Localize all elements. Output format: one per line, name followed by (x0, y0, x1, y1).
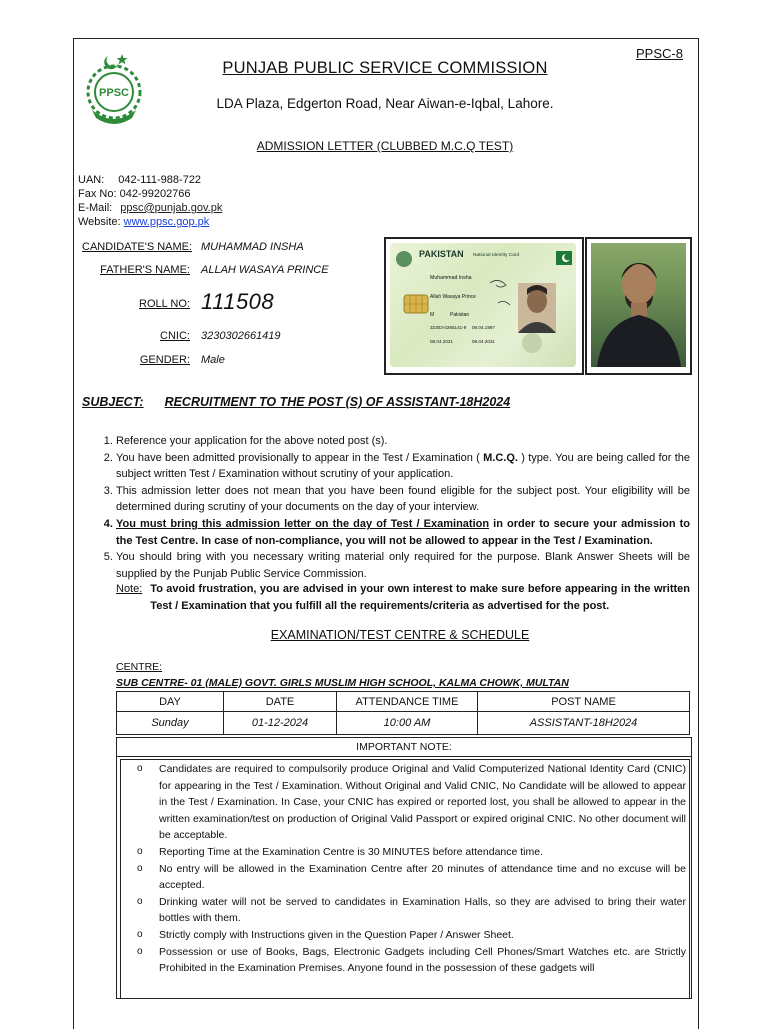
card-expiry: 08.04.2031 (472, 339, 495, 344)
card-title: National Identity Card (473, 253, 520, 258)
instruction-item: 4. You must bring this admission letter on the day of Test / Examination in order to secure your admission to the Test Centre. In case of non-compliance, you will not be allowed to appear in the Test / Examination. (116, 516, 690, 549)
important-item: o Strictly comply with Instructions given in the Question Paper / Answer Sheet. (159, 927, 686, 944)
card-gender: M (430, 312, 435, 318)
note-label: Note: (116, 583, 143, 595)
schedule-day: Sunday (117, 712, 224, 735)
instruction-item: 1. Reference your application for the above noted post (s). (116, 433, 690, 450)
card-issue: 08.04.2021 (430, 339, 453, 344)
schedule-header-row (117, 692, 690, 712)
card-name: Muhammad Insha (430, 275, 472, 281)
ppsc-logo (78, 50, 150, 128)
card-father: Allah Wasaya Prince (430, 294, 476, 300)
centre-name: SUB CENTRE- 01 (MALE) GOVT. GIRLS MUSLIM HIGH SCHOOL, KALMA CHOWK, MULTAN (116, 677, 569, 689)
important-item: o Candidates are required to compulsorily produce Original and Valid Computerized National Identity Card (CNIC) for appearing in the Test / Examination. Without Original and Valid CNIC, No Candidate will be allowed to appear in the Test / Examination. In Case, your CNIC has expired or reported lost, you shall be allowed to appear in the written examination/test on production of Original Valid Passport or expired original CNIC. No other document will be acceptable. (159, 761, 686, 844)
card-country-of-stay: Pakistan (450, 312, 470, 318)
important-item: o No entry will be allowed in the Examination Centre after 20 minutes of attendance time and no excuse will be accepted. (159, 861, 686, 894)
instruction-item: 2. You have been admitted provisionally to appear in the Test / Examination ( M.C.Q. ) type. You are being called for the subject written Test / Examination without scrutiny of your application. (116, 450, 690, 483)
card-country: PAKISTAN (419, 249, 464, 259)
schedule-row (117, 712, 690, 735)
subject-text: RECRUITMENT TO THE POST (S) OF ASSISTANT-18H2024 (164, 395, 511, 409)
roll-no-label: ROLL NO: (139, 298, 190, 310)
website-label: Website: (78, 216, 121, 228)
candidate-photo-frame (585, 237, 692, 375)
cnic-value: 3230302661419 (201, 330, 281, 342)
fax-value: 042-99202766 (119, 188, 191, 200)
card-identity-number: 32303-0266141-9 (430, 325, 467, 330)
important-item: o Reporting Time at the Examination Centre is 30 MINUTES before attendance time. (159, 844, 686, 861)
logo-text: PPSC (99, 87, 129, 99)
letter-title: ADMISSION LETTER (CLUBBED M.C.Q TEST) (256, 139, 514, 153)
candidate-photo (591, 243, 686, 367)
gender-label: GENDER: (139, 354, 190, 366)
instruction-item: 5. You should bring with you necessary writing material only required for the purpose. Blank Answer Sheets will be supplied by the Punjab Public Service Commission. (116, 549, 690, 582)
subject-line (82, 395, 510, 409)
candidate-name-label: CANDIDATE'S NAME: (82, 241, 193, 253)
fax-label: Fax No: (78, 188, 117, 200)
important-note-heading: IMPORTANT NOTE: (117, 738, 691, 757)
important-item: o Drinking water will not be served to candidates in Examination Halls, so they are advised to bring their water bottles with them. (159, 894, 686, 927)
important-item: o Possession or use of Books, Bags, Electronic Gadgets including Cell Phones/Smart Watches etc. are Strictly Prohibited in the Examination Premises. Anyone found in the possession of these gadgets will (159, 944, 686, 977)
important-note-box (116, 737, 692, 999)
schedule-header: POST NAME (478, 692, 690, 712)
instructions-list (100, 433, 690, 582)
roll-no: 111508 (201, 289, 275, 314)
cnic-card-frame (384, 237, 584, 375)
email-label: E-Mail: (78, 202, 113, 214)
note-block (116, 581, 690, 614)
schedule-date: 01-12-2024 (224, 712, 337, 735)
uan-value: 042-111-988-722 (118, 174, 202, 186)
candidate-name: MUHAMMAD INSHA (201, 241, 304, 253)
cnic-label: CNIC: (160, 330, 190, 342)
instruction-item: 3. This admission letter does not mean that you have been found eligible for the subject post. Your eligibility will be determined during scrutiny of your documents on the day of your interview. (116, 483, 690, 516)
card-dob: 08.04.1997 (472, 325, 495, 330)
form-code: PPSC-8 (636, 46, 683, 61)
contact-block (78, 173, 222, 229)
uan-label: UAN: (78, 174, 105, 186)
page-title: PUNJAB PUBLIC SERVICE COMMISSION (222, 59, 548, 77)
father-name: ALLAH WASAYA PRINCE (201, 264, 329, 276)
schedule-time: 10:00 AM (337, 712, 478, 735)
father-name-label: FATHER'S NAME: (100, 264, 190, 276)
centre-block (116, 659, 569, 691)
cnic-card-image (390, 243, 576, 367)
address: LDA Plaza, Edgerton Road, Near Aiwan-e-Iqbal, Lahore. (216, 96, 554, 111)
note-text: To avoid frustration, you are advised in your own interest to make sure before appearing in the written Test / Examination that you fulfill all the requirements/criteria as advertised for the post. (150, 583, 690, 612)
email-link[interactable]: ppsc@punjab.gov.pk (120, 202, 223, 214)
website-link[interactable]: www.ppsc.gop.pk (123, 216, 210, 228)
centre-label: CENTRE: (116, 661, 163, 673)
exam-heading: EXAMINATION/TEST CENTRE & SCHEDULE (270, 628, 530, 642)
schedule-table (116, 691, 690, 735)
subject-label: SUBJECT: (82, 395, 144, 409)
schedule-header: DAY (117, 692, 224, 712)
important-note-body (120, 759, 690, 999)
schedule-header: ATTENDANCE TIME (337, 692, 478, 712)
schedule-header: DATE (224, 692, 337, 712)
gender-value: Male (201, 354, 225, 366)
schedule-post: ASSISTANT-18H2024 (478, 712, 690, 735)
